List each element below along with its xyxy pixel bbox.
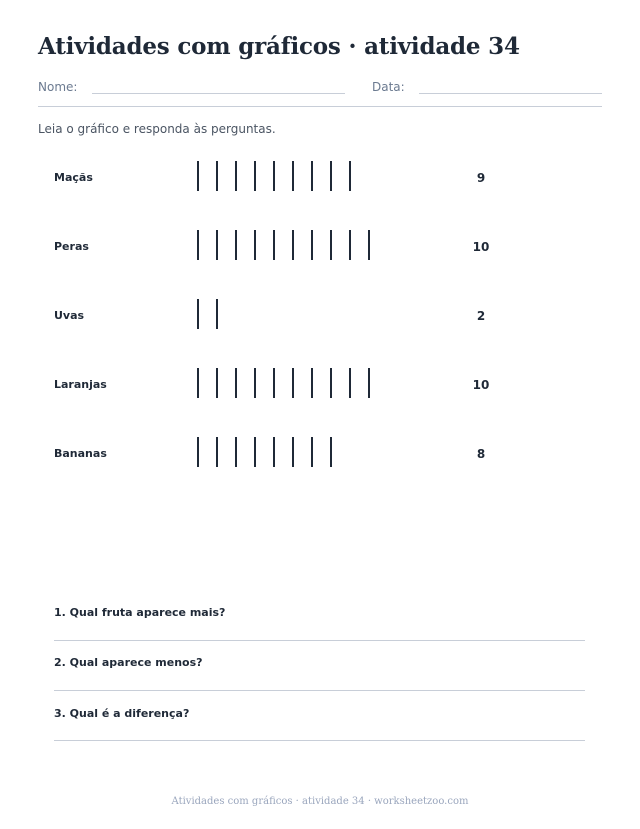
tally-stroke: [349, 230, 351, 260]
tally-stroke: [330, 161, 332, 191]
tally-stroke: [273, 437, 275, 467]
tally-marks: [197, 368, 397, 398]
answer-line-2[interactable]: [54, 690, 585, 691]
tally-stroke: [254, 230, 256, 260]
tally-stroke: [368, 230, 370, 260]
tally-stroke: [197, 230, 199, 260]
footer-text: Atividades com gráficos · atividade 34 · worksheetzoo.com: [171, 796, 469, 807]
tally-stroke: [273, 161, 275, 191]
tally-stroke: [292, 230, 294, 260]
tally-stroke: [330, 437, 332, 467]
tally-stroke: [292, 161, 294, 191]
tally-marks: [197, 230, 397, 260]
tally-stroke: [254, 161, 256, 191]
tally-stroke: [235, 368, 237, 398]
category-label: Maçãs: [54, 171, 93, 184]
tally-marks: [197, 299, 397, 329]
question-1: 1. Qual fruta aparece mais?: [54, 606, 226, 619]
tally-marks: [197, 437, 397, 467]
date-field[interactable]: [419, 93, 602, 94]
tally-stroke: [292, 437, 294, 467]
tally-stroke: [254, 437, 256, 467]
tally-stroke: [197, 299, 199, 329]
category-label: Uvas: [54, 309, 85, 322]
tally-stroke: [330, 368, 332, 398]
tally-stroke: [311, 230, 313, 260]
tally-stroke: [216, 230, 218, 260]
tally-stroke: [216, 368, 218, 398]
count-label: 10: [472, 240, 490, 254]
header-divider: [38, 106, 602, 107]
tally-stroke: [292, 368, 294, 398]
question-3: 3. Qual é a diferença?: [54, 707, 190, 720]
answer-line-1[interactable]: [54, 640, 585, 641]
count-label: 10: [472, 378, 490, 392]
tally-stroke: [368, 368, 370, 398]
category-label: Bananas: [54, 447, 107, 460]
page-title: Atividades com gráficos · atividade 34: [38, 33, 520, 60]
count-label: 8: [476, 447, 486, 461]
tally-stroke: [216, 437, 218, 467]
tally-stroke: [216, 161, 218, 191]
instruction-text: Leia o gráfico e responda às perguntas.: [38, 122, 276, 136]
tally-stroke: [235, 437, 237, 467]
tally-stroke: [235, 230, 237, 260]
tally-stroke: [349, 368, 351, 398]
tally-stroke: [235, 161, 237, 191]
tally-stroke: [254, 368, 256, 398]
count-label: 2: [476, 309, 486, 323]
tally-stroke: [311, 437, 313, 467]
tally-stroke: [273, 368, 275, 398]
tally-marks: [197, 161, 397, 191]
date-label: Data:: [372, 80, 405, 94]
name-field[interactable]: [92, 93, 345, 94]
question-2: 2. Qual aparece menos?: [54, 656, 203, 669]
tally-stroke: [311, 368, 313, 398]
category-label: Peras: [54, 240, 89, 253]
name-label: Nome:: [38, 80, 78, 94]
category-label: Laranjas: [54, 378, 107, 391]
answer-line-3[interactable]: [54, 740, 585, 741]
tally-stroke: [197, 161, 199, 191]
tally-stroke: [197, 437, 199, 467]
tally-stroke: [330, 230, 332, 260]
count-label: 9: [476, 171, 486, 185]
tally-stroke: [349, 161, 351, 191]
tally-stroke: [311, 161, 313, 191]
tally-stroke: [216, 299, 218, 329]
tally-stroke: [273, 230, 275, 260]
tally-stroke: [197, 368, 199, 398]
